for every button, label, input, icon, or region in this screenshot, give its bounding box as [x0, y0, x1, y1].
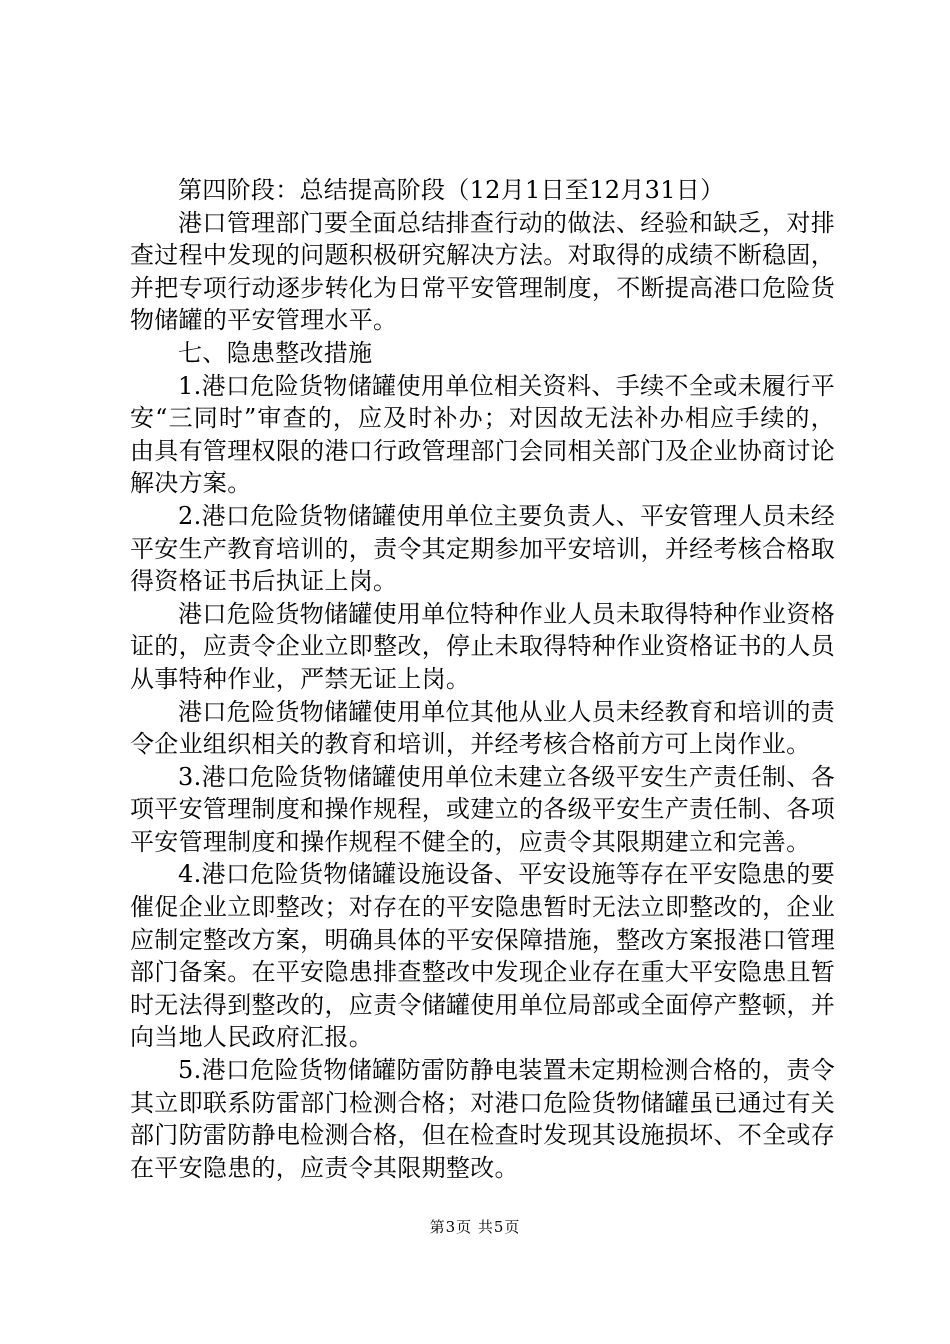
paragraph-stage-four-title: 第四阶段：总结提高阶段（12月1日至12月31日） [178, 176, 725, 204]
paragraph-item-2: 2.港口危险货物储罐使用单位主要负责人、平安管理人员未经平安生产教育培训的，责令其定期参加平安培训，并经考核合格取得资格证书后执证上岗。 [130, 501, 835, 596]
paragraph-item-1: 1.港口危险货物储罐使用单位相关资料、手续不全或未履行平安“三同时”审查的，应及时补办；对因故无法补办相应手续的，由具有管理权限的港口行政管理部门会同相关部门及企业协商讨论解决方案。 [130, 371, 835, 498]
paragraph-item-5: 5.港口危险货物储罐防雷防静电装置未定期检测合格的，责令其立即联系防雷部门检测合格；对港口危险货物储罐虽已通过有关部门防雷防静电检测合格，但在检查时发现其设施损坏、不全或存在平安隐患的，应责令其限期整改。 [130, 1056, 835, 1182]
paragraph-item-4: 4.港口危险货物储罐设施设备、平安设施等存在平安隐患的要催促企业立即整改；对存在的平安隐患暂时无法立即整改的，企业应制定整改方案，明确具体的平安保障措施，整改方案报港口管理部门备案。在平安隐患排查整改中发现企业存在重大平安隐患且暂时无法得到整改的，应责令储罐使用单位局部或全面停产整顿，并向当地人民政府汇报。 [130, 860, 835, 1052]
document-body [130, 174, 835, 1184]
page-number-footer: 第3页 共5页 [429, 1218, 521, 1236]
paragraph-stage-four-body: 港口管理部门要全面总结排查行动的做法、经验和缺乏，对排查过程中发现的问题积极研究解决方法。对取得的成绩不断稳固，并把专项行动逐步转化为日常平安管理制度，不断提高港口危险货物储罐的平安管理水平。 [130, 208, 835, 335]
section-heading-rectification: 七、隐患整改措施 [178, 338, 373, 367]
paragraph-other-staff: 港口危险货物储罐使用单位其他从业人员未经教育和培训的责令企业组织相关的教育和培训，并经考核合格前方可上岗作业。 [130, 697, 835, 759]
paragraph-special-operators: 港口危险货物储罐使用单位特种作业人员未取得特种作业资格证的，应责令企业立即整改，停止未取得特种作业资格证书的人员从事特种作业，严禁无证上岗。 [130, 599, 835, 693]
paragraph-item-3: 3.港口危险货物储罐使用单位未建立各级平安生产责任制、各项平安管理制度和操作规程，或建立的各级平安生产责任制、各项平安管理制度和操作规程不健全的，应责令其限期建立和完善。 [130, 762, 835, 856]
